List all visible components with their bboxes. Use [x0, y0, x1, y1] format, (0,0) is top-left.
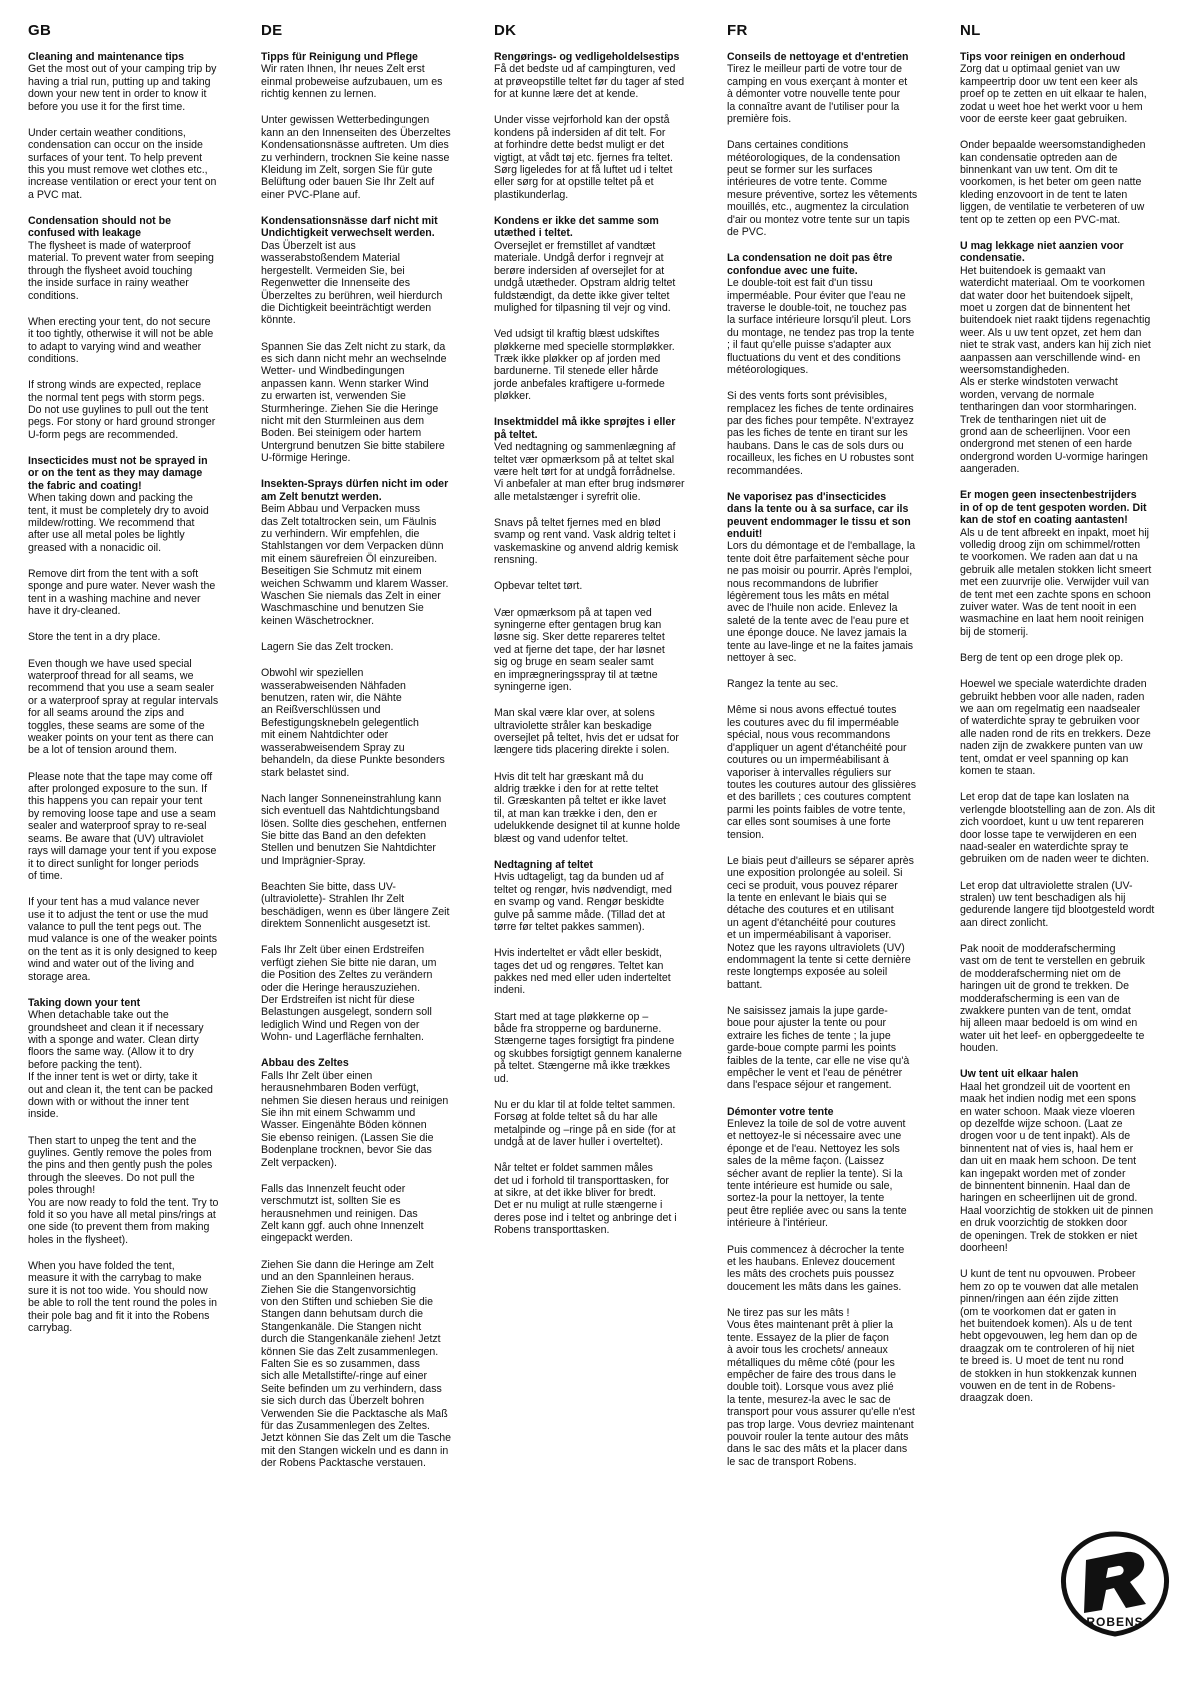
paragraph: When you have folded the tent, measure it with the carrybag to make sure it is not too wide. You should now be able to roll the tent round the poles in their pole bag and fit it into the Robens carrybag. [28, 1260, 218, 1335]
section-heading: Cleaning and maintenance tips [28, 51, 184, 63]
paragraph: Oversejlet er fremstillet af vandtæt materiale. Undgå derfor i regnvejr at berøre indersiden af oversejlet for at undgå utætheder. Opstram aldrig teltet fuldstændigt, da dette ikke giver teltet mulighed for tilpasning til vejr og vind. [494, 239, 676, 314]
paragraph: When erecting your tent, do not secure it too tightly, otherwise it will not be able to adapt to varying wind and weather conditions. [28, 315, 214, 365]
paragraph: Lagern Sie das Zelt trocken. [261, 641, 394, 654]
section [28, 215, 238, 441]
section-heading: Nedtagning af teltet [494, 858, 593, 871]
paragraph: Onder bepaalde weersomstandigheden kan condensatie optreden aan de binnenkant van uw tent. Om dit te voorkomen, is het beter om geen natte kleding enzovoort in de tent te laten liggen, de ventilatie te verbeteren of uw tent op te zetten op een PVC-mat. [960, 139, 1146, 226]
paragraph: Nach langer Sonneneinstrahlung kann sich eventuell das Nahtdichtungsband lösen. Sollte dies geschehen, entfernen Sie bitte das Band an den defekten Stellen und benutzen Sie Nahtdichter und Imprägnier-Spray. [261, 792, 447, 867]
section-heading: Kondensationsnässe darf nicht mit Undichtigkeit verwechselt werden. [261, 215, 438, 240]
paragraph: Ziehen Sie dann die Heringe am Zelt und an den Spannleinen heraus. Ziehen Sie die Stangenvorsichtig von den Stiften und schieben Sie die Stangen dann behutsam durch die Stangenkanäle. Die Stangen nicht durch die Stangenkanäle ziehen! Jetzt können Sie das Zelt zusammenlegen. Falten Sie es so zusammen, dass sich alle Metallstifte/-ringe auf einer Seite befinden um zu verhindern, dass sie sich durch das Überzelt bohren Verwenden Sie die Packtasche als Maß für das Zusammenlegen des Zeltes. Jetzt können Sie das Zelt um die Tasche mit den Stangen wickeln und es dann in der Robens Packtasche verstauen. [261, 1258, 452, 1470]
paragraph: Ne tirez pas sur les mâts ! Vous êtes maintenant prêt à plier la tente. Essayez de la plier de façon à avoir tous les crochets/ anneaux métalliques du même côté (pour les empêcher de faire des trous dans le double toit). Lorsque vous avez plié la tente, mesurez-la avec le sac de transport pour vous assurer qu'elle n'est pas trop large. Vous devriez maintenant pouvoir rouler la tente autour des mâts dans le sac des mâts et la placer dans le sac de transport Robens. [727, 1306, 915, 1468]
section-heading: U mag lekkage niet aanzien voor condensatie. [960, 239, 1124, 265]
paragraph: Hvis dit telt har græskant må du aldrig trække i den for at rette teltet til. Græskanten på teltet er ikke lavet til, at man kan trække i den, den er udelukkende designet til at kunne holde blæst og vand udenfor teltet. [494, 770, 681, 845]
robens-logo [1060, 1530, 1170, 1638]
paragraph: U kunt de tent nu opvouwen. Probeer hem zo op te vouwen dat alle metalen pinnen/ringen aan één zijde zitten (om te voorkomen dat er gaten in het buitendoek komen). Als u de tent hebt opgevouwen, leg hem dan op de draagzak om te controleren of hij niet te breed is. U moet de tent nu rond de stokken in hun stokkenzak kunnen vouwen en de tent in de Robens- draagzak doen. [960, 1268, 1139, 1405]
paragraph: Berg de tent op een droge plek op. [960, 652, 1124, 665]
section [494, 416, 704, 845]
paragraph: Beachten Sie bitte, dass UV- (ultraviolette)- Strahlen Ihr Zelt beschädigen, wenn es über längere Zeit direktem Sonnenlicht ausgesetzt ist. [261, 880, 450, 931]
section-heading: Ne vaporisez pas d'insecticides dans la tente ou à sa surface, car ils peuvent endommager le tissu et son enduit! [727, 490, 911, 540]
paragraph: Falls Ihr Zelt über einen herausnehmbaren Boden verfügt, nehmen Sie diesen heraus und reinigen Sie ihn mit einem Schwamm und Wasser. Eingenähte Böden können Sie ebenso reinigen. (Lassen Sie die Bodenplane trocknen, bevor Sie das Zelt verpacken). [261, 1069, 449, 1169]
paragraph: Get the most out of your camping trip by having a trial run, putting up and taking down your new tent in order to know it before you use it for the first time. [28, 63, 217, 113]
paragraph: Then start to unpeg the tent and the guylines. Gently remove the poles from the pins and then gently push the poles through the sleeves. Do not pull the poles through! You are now ready to fold the tent. Try to fold it so you have all metal pins/rings at one side (to prevent them from making holes in the flysheet). [28, 1134, 219, 1246]
section-heading: Insektmiddel må ikke sprøjtes i eller på teltet. [494, 416, 676, 441]
paragraph: Pak nooit de modderafscherming vast om de tent te verstellen en gebruik de modderafscherming niet om de haringen uit de grond te trekken. De modderafscherming is een van de zwakkere punten van de tent, omdat hij alleen maar bedoeld is om wind en water uit het leef- en opberggedeelte te houden. [960, 942, 1145, 1055]
language-code: NL [960, 22, 981, 39]
section [727, 51, 937, 238]
paragraph: Dans certaines conditions météorologiques, de la condensation peut se former sur les surfaces intérieures de votre tente. Comme mesure préventive, sortez les vêtements mouillés, etc., augmentez la circulation d'air ou montez votre tente sur un tapis de PVC. [727, 139, 918, 239]
paragraph: Opbevar teltet tørt. [494, 580, 583, 593]
robens-r-shield-icon [1060, 1530, 1170, 1638]
paragraph: Le biais peut d'ailleurs se séparer après une exposition prolongée au soleil. Si ceci se produit, vous pouvez réparer la tente en enlevant le biais qui se détache des coutures et en utilisant un agent d'étanchéité pour coutures et un imperméabilisant à vaporiser. Notez que les rayons ultraviolets (UV) endommagent la tente si cette dernière reste longtemps exposée au soleil battant. [727, 854, 914, 991]
paragraph: Beim Abbau und Verpacken muss das Zelt totaltrocken sein, um Fäulnis zu verhindern. Wir empfehlen, die Stahlstangen vor dem Verpacken dünn mit einem säurefreien Öl einzureiben. Beseitigen Sie Schmutz mit einem weichen Schwamm und klarem Wasser. Waschen Sie niemals das Zelt in einer Waschmaschine und benutzen Sie keinen Wäschetrockner. [261, 503, 449, 627]
paragraph: Obwohl wir speziellen wasserabweisenden Nähfaden benutzen, raten wir, die Nähte an Reißverschlüssen und Befestigungsknebeln gelegentlich mit einem Nahtdichter oder wasserabweisendem Spray zu behandeln, da diese Punkte besonders stark belastet sind. [261, 667, 445, 779]
section-heading: Insekten-Sprays dürfen nicht im oder am Zelt benutzt werden. [261, 478, 449, 503]
section-heading: Démonter votre tente [727, 1105, 834, 1118]
paragraph: The flysheet is made of waterproof material. To prevent water from seeping through the flysheet avoid touching the inside surface in rainy weather conditions. [28, 239, 214, 302]
paragraph: Ne saisissez jamais la jupe garde- boue pour ajuster la tente ou pour extraire les fiches de tente ; la jupe garde-boue compte parmi les points faibles de la tente, car elle ne vise qu'à empêcher le vent et l'eau de pénétrer dans l'espace séjour et rangement. [727, 1005, 910, 1092]
paragraph: Snavs på teltet fjernes med en blød svamp og rent vand. Vask aldrig teltet i vaskemaskine og anvend aldrig kemisk rensning. [494, 516, 679, 567]
paragraph: Als u de tent afbreekt en inpakt, moet hij volledig droog zijn om schimmel/rotten te voorkomen. We raden aan dat u na gebruik alle metalen stokken licht smeert met een zuurvrije olie. Verwijder vuil van de tent met een zachte spons en schoon zuiver water. Was de tent nooit in een wasmachine en laat hem nooit reinigen bij de stomerij. [960, 526, 1152, 638]
paragraph: Lors du démontage et de l'emballage, la tente doit être parfaitement sèche pour ne pas moisir ou pourrir. Après l'emploi, nous recommandons de lubrifier légèrement tous les mâts en métal avec de l'huile non acide. Enlevez la saleté de la tente avec de l'eau pure et une éponge douce. Ne lavez jamais la tente au lave-linge et ne la faites jamais nettoyer à sec. [727, 540, 916, 665]
paragraph: Hvis udtageligt, tag da bunden ud af teltet og rengør, hvis nødvendigt, med en svamp og vand. Rengør beskidte gulve på samme måde. (Tillad det at tørre før teltet pakkes sammen). [494, 871, 672, 933]
section [727, 491, 937, 1092]
section [261, 215, 471, 465]
section-heading: Uw tent uit elkaar halen [960, 1068, 1079, 1081]
section-heading: Tipps für Reinigung und Pflege [261, 51, 418, 63]
section-heading: Abbau des Zeltes [261, 1057, 349, 1070]
paragraph: Ved nedtagning og sammenlægning af teltet vær opmærksom på at teltet skal være helt tørt for at undgå forrådnelse. Vi anbefaler at man efter brug indsmører alle metalstænger i syrefrit olie. [494, 441, 685, 503]
paragraph: Start med at tage pløkkerne op – både fra stropperne og bardunerne. Stængerne tages forsigtigt fra pindene og skubbes forsigtigt gennem kanalerne på teltet. Stængerne må ikke trækkes ud. [494, 1010, 682, 1085]
section [261, 478, 471, 1043]
paragraph: Rangez la tente au sec. [727, 678, 839, 691]
paragraph: Let erop dat ultraviolette stralen (UV- stralen) uw tent beschadigen als hij gedurende langere tijd blootgesteld wordt aan direct zonlicht. [960, 879, 1155, 929]
paragraph: Falls das Innenzelt feucht oder verschmutzt ist, sollten Sie es herausnehmen und reinigen. Das Zelt kann ggf. auch ohne Innenzelt eingepackt werden. [261, 1182, 424, 1245]
paragraph: Store the tent in a dry place. [28, 631, 161, 644]
section [960, 489, 1170, 1054]
paragraph: Das Überzelt ist aus wasserabstoßendem Material hergestellt. Vermeiden Sie, bei Regenwetter die Innenseite des Überzeltes zu berühren, weil hierdurch die Dichtigkeit beeinträchtigt werden könnte. [261, 239, 443, 327]
paragraph: When taking down and packing the tent, it must be completely dry to avoid mildew/rotting. We recommend that after use all metal poles be lightly greased with a nonacidic oil. [28, 492, 209, 554]
paragraph: Når teltet er foldet sammen måles det ud i forhold til transporttasken, for at sikre, at det ikke bliver for bredt. Det er nu muligt at rulle stængerne i deres pose ind i teltet og anbringe det i Robens transporttasken. [494, 1162, 677, 1237]
section-heading: Rengørings- og vedligeholdelsestips [494, 51, 680, 63]
section [28, 997, 238, 1335]
paragraph: Het buitendoek is gemaakt van waterdicht materiaal. Om te voorkomen dat water door het buitendoek sijpelt, moet u zorgen dat de binnentent het buitendoek niet raakt tijdens regenachtig weer. Als u uw tent opzet, zet hem dan niet te strak vast, anders kan hij zich niet aanpassen aan verschillende wind- en weersomstandigheden. Als er sterke windstoten verwacht worden, vervang de normale tentharingen dan voor stormharingen. Trek de tentharingen niet uit de grond aan de scheerlijnen. Voor een ondergrond met stenen of een harde ondergrond worden U-vormige haringen aangeraden. [960, 264, 1151, 476]
paragraph: Enlevez la toile de sol de votre auvent et nettoyez-le si nécessaire avec une éponge et de l'eau. Nettoyez les sols sales de la même façon. (Laissez sécher avant de replier la tente). Si la tente intérieure est humide ou sale, sortez-la pour la nettoyer, la tente peut être repliée avec ou sans la tente intérieure à l'intérieur. [727, 1118, 907, 1230]
paragraph: When detachable take out the groundsheet and clean it if necessary with a sponge and water. Clean dirty floors the same way. (Allow it to dry before packing the tent). If the inner tent is wet or dirty, take it out and clean it, the tent can be packed down with or without the inner tent inside. [28, 1009, 213, 1121]
paragraph: Wir raten Ihnen, Ihr neues Zelt erst einmal probeweise aufzubauen, um es richtig kennen zu lernen. [261, 63, 443, 101]
paragraph: Zorg dat u optimaal geniet van uw kampeertrip door uw tent een keer als proef op te zetten en uit elkaar te halen, zodat u weet hoe het werkt voor u hem voor de eerste keer gaat gebruiken. [960, 63, 1147, 126]
paragraph: Même si nous avons effectué toutes les coutures avec du fil imperméable spécial, nous vous recommandons d'appliquer un agent d'étanchéité pour coutures ou un imperméabilisant à vaporiser à intervalles réguliers sur toutes les coutures autour des glissières et des barillets ; ces coutures comptent parmi les points faibles de votre tente, car elles sont soumises à une forte tension. [727, 704, 917, 841]
column-gb [28, 22, 238, 1348]
column-fr [727, 22, 937, 1482]
paragraph: Tirez le meilleur parti de votre tour de camping en vous exerçant à monter et à démonter votre nouvelle tente pour la connaître avant de l'utiliser pour la première fois. [727, 63, 908, 126]
paragraph: Si des vents forts sont prévisibles, remplacez les fiches de tente ordinaires par des fiches pour tempête. N'extrayez pas les fiches de tente en tirant sur les haubans. Dans le cas de sols durs ou rocailleux, les fiches en U robustes sont recommandées. [727, 390, 914, 477]
column-de [261, 22, 471, 1483]
section-heading: Er mogen geen insectenbestrijders in of op de tent gespoten worden. Dit kan de stof en coating aantasten! [960, 489, 1147, 527]
paragraph: Fals Ihr Zelt über einen Erdstreifen verfügt ziehen Sie bitte nie daran, um die Position des Zeltes zu verändern oder die Heringe herauszuziehen. Der Erdstreifen ist nicht für diese Belastungen ausgelegt, sondern soll lediglich Wind und Regen von der Wohn- und Lagerfläche fernhalten. [261, 944, 437, 1044]
paragraph: Puis commencez à décrocher la tente et les haubans. Enlevez doucement les mâts des crochets puis poussez doucement les mâts dans les gaines. [727, 1243, 905, 1293]
section [261, 1057, 471, 1469]
paragraph: Spannen Sie das Zelt nicht zu stark, da es sich dann nicht mehr an wechselnde Wetter- und Windbedingungen anpassen kann. Wenn starker Wind zu erwarten ist, verwenden Sie Sturmheringe. Ziehen Sie die Heringe nicht mit den Sturmleinen aus dem Boden. Bei steinigem oder hartem Untergrund benutzen Sie bitte stabilere U-förmige Heringe. [261, 340, 447, 465]
section-heading: Insecticides must not be sprayed in or on the tent as they may damage the fabric and coating! [28, 454, 208, 492]
section [960, 51, 1170, 226]
paragraph: Vær opmærksom på at tapen ved syningerne efter gentagen brug kan løsne sig. Sker dette repareres teltet ved at fjerne det tape, der har løsnet sig og bruge en seam sealer samt en imprægneringsspray til at tætne syningerne igen. [494, 606, 665, 694]
language-code: DK [494, 22, 517, 39]
paragraph: Nu er du klar til at folde teltet sammen. Forsøg at folde teltet så du har alle metalpinde og –ringe på en side (for at undgå at de laver huller i overteltet). [494, 1098, 676, 1149]
logo-wordmark: ROBENS [1086, 1615, 1144, 1629]
section [28, 455, 238, 983]
paragraph: Hvis inderteltet er vådt eller beskidt, tages det ud og rengøres. Teltet kan pakkes ned med eller uden inderteltet indeni. [494, 947, 671, 997]
paragraph: If your tent has a mud valance never use it to adjust the tent or use the mud valance to pull the tent pegs out. The mud valance is one of the weaker points on the tent as it is only designed to keep wind and water out of the living and storage area. [28, 896, 218, 983]
paragraph: Please note that the tape may come off after prolonged exposure to the sun. If this happens you can repair your tent by removing loose tape and use a seam sealer and waterproof spray to re-seal seams. Be aware that (UV) ultraviolet rays will damage your tent if you expose it to direct sunlight for longer periods of time. [28, 770, 217, 882]
paragraph: Let erop dat de tape kan loslaten na verlengde blootstelling aan de zon. Als dit zich voordoet, kunt u uw tent repareren door losse tape te verwijderen en een naad-sealer en waterdichte spray te gebruiken om de naden weer te dichten. [960, 791, 1155, 866]
paragraph: Under visse vejrforhold kan der opstå kondens på indersiden af dit telt. For at forhindre dette bedst muligt er det vigtigt, at vådt tøj etc. fjernes fra teltet. Sørg ligeledes for at få luftet ud i teltet eller sørg for at opstille teltet på et plastikunderlag. [494, 114, 673, 201]
section [494, 51, 704, 201]
section [494, 215, 704, 402]
paragraph: Haal het grondzeil uit de voortent en maak het indien nodig met een spons en water schoon. Maak vieze vloeren op dezelfde wijze schoon. (Laat ze drogen voor u de tent inpakt). Als de binnentent nat of vies is, haal hem er dan uit en maak hem schoon. De tent kan ingepakt worden met of zonder de binnentent binnenin. Haal dan de haringen en scheerlijnen uit de grond. Haal voorzichtig de stokken uit de pinnen en druk voorzichtig de stokken door de openingen. Trek de stokken er niet doorheen! [960, 1080, 1154, 1255]
section-heading: La condensation ne doit pas être confondue avec une fuite. [727, 252, 893, 277]
section-heading: Kondens er ikke det samme som utæthed i teltet. [494, 215, 659, 240]
section [727, 252, 937, 477]
language-code: FR [727, 22, 748, 39]
paragraph: Hoewel we speciale waterdichte draden gebruikt hebben voor alle naden, raden we aan om regelmatig een naadsealer of waterdichte spray te gebruiken voor alle naden rond de rits en trekkers. Deze naden zijn de zwakkere punten van uw tent, omdat er veel spanning op kan komen te staan. [960, 678, 1151, 778]
language-code: DE [261, 22, 283, 39]
paragraph: Remove dirt from the tent with a soft sponge and pure water. Never wash the tent in a washing machine and never have it dry-cleaned. [28, 568, 216, 618]
section-heading: Tips voor reinigen en onderhoud [960, 51, 1126, 63]
paragraph: Unter gewissen Wetterbedingungen kann an den Innenseiten des Überzeltes Kondensationsnässe auftreten. Um dies zu verhindern, trocknen Sie keine nasse Kleidung im Zelt, sorgen Sie für gute Belüftung oder bauen Sie Ihr Zelt auf einer PVC-Plane auf. [261, 114, 451, 201]
paragraph: Under certain weather conditions, condensation can occur on the inside surfaces of your tent. To help prevent this you must remove wet clothes etc., increase ventilation or erect your tent on a PVC mat. [28, 126, 217, 201]
paragraph: Ved udsigt til kraftig blæst udskiftes pløkkerne med specielle stormpløkker. Træk ikke pløkker op af jorden med bardunerne. Til stenede eller hårde jorde anbefales kraftigere u-formede pløkker. [494, 328, 675, 403]
paragraph: Le double-toit est fait d'un tissu imperméable. Pour éviter que l'eau ne traverse le double-toit, ne touchez pas la surface intérieure lorsqu'il pleut. Lors du montage, ne tendez pas trop la tente ; il faut qu'elle puisse s'adapter aux fluctuations du vent et des conditions météorologiques. [727, 277, 915, 376]
section [727, 1106, 937, 1469]
section-heading: Conseils de nettoyage et d'entretien [727, 51, 909, 63]
section [494, 859, 704, 1237]
paragraph: Man skal være klar over, at solens ultraviolette stråler kan beskadige oversejlet på teltet, hvis det er udsat for længere tids placering direkte i solen. [494, 707, 679, 757]
column-dk [494, 22, 704, 1250]
section [960, 1068, 1170, 1404]
section-heading: Taking down your tent [28, 996, 141, 1009]
paragraph: If strong winds are expected, replace the normal tent pegs with storm pegs. Do not use guylines to pull out the tent pegs. For stony or hard ground stronger U-form pegs are recommended. [28, 379, 216, 441]
section [261, 51, 471, 201]
language-code: GB [28, 22, 52, 39]
paragraph: Få det bedste ud af campingturen, ved at prøveopstille teltet før du tager af sted for at kunne lære det at kende. [494, 63, 685, 101]
paragraph: Even though we have used special waterproof thread for all seams, we recommend that you use a seam sealer or a waterproof spray at regular intervals for all seams around the zips and toggles, these seams are some of the weaker points on your tent as there can be a lot of tension around them. [28, 657, 219, 757]
section-heading: Condensation should not be confused with leakage [28, 215, 172, 240]
section [28, 51, 238, 201]
section [960, 240, 1170, 476]
column-nl [960, 22, 1170, 1419]
